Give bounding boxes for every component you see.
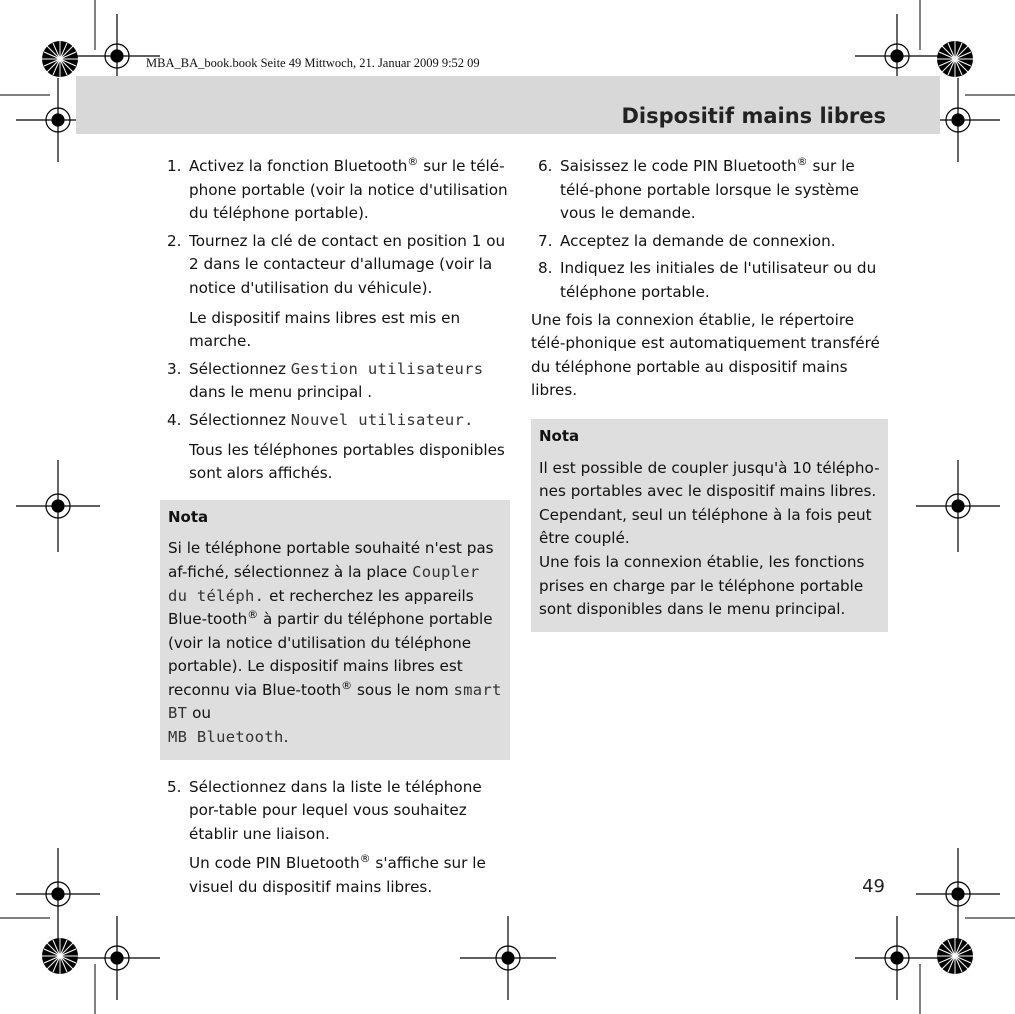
left-column [160,155,510,900]
registration-target-icon [75,916,160,1000]
star-target-icon [937,938,973,974]
step-text [189,155,510,226]
text-run: dans le menu principal . [189,383,373,402]
registration-target-icon [916,460,1000,552]
step-5 [160,776,510,847]
text-run: Sélectionnez [189,359,291,378]
step-number: 6. [538,157,553,175]
step-number: 5. [167,777,182,796]
step-text: Tournez la clé de contact en position 1 ou 2 dans le contacteur d'allumage (voir la notice d'utilisation du véhicule). [189,231,506,297]
step-text [189,409,510,433]
registration-target-icon [460,916,556,1000]
step-1 [160,155,510,226]
step-text [189,358,510,405]
text-run: sous le nom [352,680,454,699]
text-run: . [283,728,289,747]
note-text [168,537,502,749]
page-title: Dispositif mains libres [621,104,886,128]
print-slug: MBA_BA_book.book Seite 49 Mittwoch, 21. Januar 2009 9:52 09 [146,56,480,70]
note-box [531,419,888,632]
step-number: 3. [167,359,182,378]
text-run: à partir du téléphone portable (voir la notice d'utilisation du téléphone portable). Le dispositif mains libres est reconnu via Blue-tooth [168,610,493,699]
step-result: Tous les téléphones portables disponibles sont alors affichés. [189,440,505,483]
step-text: Sélectionnez dans la liste le téléphone por-table pour lequel vous souhaitez établir une liaison. [189,777,482,843]
right-column [531,155,888,632]
step-6 [531,155,888,226]
step-3 [160,358,510,405]
note-text: Il est possible de coupler jusqu'à 10 télépho-nes portables avec le dispositif mains libres. Cependant, seul un téléphone à la fois peut être couplé. [539,458,880,548]
registration-target-icon [16,460,100,552]
step-number: 7. [538,231,553,250]
step-text [560,155,888,226]
registered-mark: ® [247,608,259,622]
step-8 [531,257,888,304]
text-run: Saisissez le code PIN Bluetooth [560,157,797,175]
text-run: Sélectionnez [189,410,291,429]
body-paragraph: Une fois la connexion établie, le répertoire télé-phonique est automatiquement transféré du téléphone portable au dispositif mains libres. [531,310,880,400]
menu-item-label: Nouvel utilisateur. [290,410,474,429]
step-result: Le dispositif mains libres est mis en marche. [189,308,461,351]
note-title: Nota [168,507,209,526]
step-text: Indiquez les initiales de l'utilisateur ou du téléphone portable. [560,259,877,301]
text-run: s'affiche sur le visuel du dispositif mains libres. [189,854,486,897]
registration-target-icon [855,916,940,1000]
step-4 [160,409,510,433]
star-target-icon [42,938,78,974]
registered-mark: ® [796,155,808,168]
registered-mark: ® [359,852,371,866]
registered-mark: ® [407,155,419,168]
text-run: Un code PIN Bluetooth [189,854,360,873]
step-number: 8. [538,259,553,278]
text-run: Activez la fonction Bluetooth [189,157,408,175]
step-number: 1. [167,157,182,175]
note-box [160,500,510,760]
device-name: smart BT [168,680,502,723]
step-number: 4. [167,410,182,429]
step-number: 2. [167,231,182,250]
text-run: sur le télé-phone portable lorsque le système vous le demande. [560,157,859,223]
text-run: sur le télé-phone portable (voir la notice d'utilisation du téléphone portable). [189,157,508,223]
menu-item-label: Coupler du téléph. [168,562,480,605]
step-2 [160,230,510,301]
step-result [160,852,510,899]
star-target-icon [937,41,973,77]
step-7 [531,230,888,254]
menu-item-label: Gestion utilisateurs [290,359,484,378]
registration-target-icon [16,848,100,940]
text-run: Si le téléphone portable souhaité n'est pas af-fiché, sélectionnez à la place [168,539,494,581]
star-target-icon [42,41,78,77]
note-title: Nota [539,426,580,445]
registration-target-icon [916,848,1000,940]
note-text: Une fois la connexion établie, les fonctions prises en charge par le téléphone portable sont disponibles dans le menu principal. [539,552,865,619]
step-text: Acceptez la demande de connexion. [560,231,836,250]
registered-mark: ® [341,678,353,692]
device-name: MB Bluetooth [168,728,284,747]
text-run: et recherchez les appareils Blue-tooth [168,586,474,629]
page-number: 49 [862,876,885,897]
text-run: ou [187,704,212,723]
